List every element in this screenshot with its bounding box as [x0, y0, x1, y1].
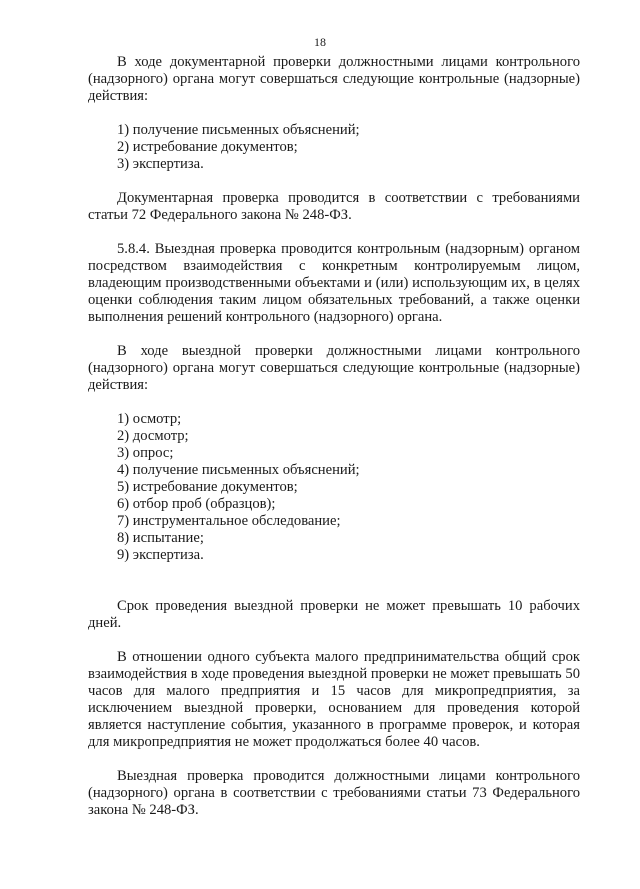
paragraph-spacer: [88, 173, 580, 190]
list-item: 6) отбор проб (образцов);: [117, 496, 276, 512]
paragraph-spacer: [88, 564, 580, 581]
paragraph: В ходе документарной проверки должностными лицами контрольного (надзорного) органа могут совершаться следующие контрольные (надзорные) действия:: [88, 54, 580, 104]
document-body: [88, 54, 580, 819]
list-item: 1) получение письменных объяснений;: [117, 122, 360, 138]
page-number: 18: [314, 35, 326, 49]
list-item: 9) экспертиза.: [117, 547, 204, 563]
list-item: 7) инструментальное обследование;: [117, 513, 341, 529]
list-item: 2) истребование документов;: [117, 139, 298, 155]
paragraph: В отношении одного субъекта малого предпринимательства общий срок взаимодействия в ходе проведения выездной проверки не может превышать 50 часов для малого предприятия и 15 часов для микропредприятия, за исключением выездной проверки, основанием для проведения которой является наступление события, указанного в программе проверок, и которая для микропредприятия не может продолжаться более 40 часов.: [88, 649, 580, 750]
paragraph: Документарная проверка проводится в соответствии с требованиями статьи 72 Федерального закона № 248-ФЗ.: [88, 190, 580, 223]
paragraph: Выездная проверка проводится должностными лицами контрольного (надзорного) органа в соответствии с требованиями статьи 73 Федерального закона № 248-ФЗ.: [88, 768, 580, 818]
list-item: 8) испытание;: [117, 530, 204, 546]
paragraph: Срок проведения выездной проверки не может превышать 10 рабочих дней.: [88, 598, 580, 631]
paragraph-spacer: [88, 632, 580, 649]
paragraph-spacer: [88, 224, 580, 241]
list-item: 2) досмотр;: [117, 428, 189, 444]
list-item: 1) осмотр;: [117, 411, 182, 427]
paragraph-spacer: [88, 394, 580, 411]
paragraph: В ходе выездной проверки должностными лицами контрольного (надзорного) органа могут совершаться следующие контрольные (надзорные) действия:: [88, 343, 580, 393]
paragraph-spacer: [88, 326, 580, 343]
paragraph: 5.8.4. Выездная проверка проводится контрольным (надзорным) органом посредством взаимодействия с конкретным контролируемым лицом, владеющим производственными объектами и (или) использующим их, в целях оценки соблюдения таким лицом обязательных требований, а также оценки выполнения решений контрольного (надзорного) органа.: [88, 241, 580, 325]
list-item: 4) получение письменных объяснений;: [117, 462, 360, 478]
list-item: 3) экспертиза.: [117, 156, 204, 172]
paragraph-spacer: [88, 105, 580, 122]
list-item: 5) истребование документов;: [117, 479, 298, 495]
paragraph-spacer: [88, 581, 580, 598]
paragraph-spacer: [88, 751, 580, 768]
list-item: 3) опрос;: [117, 445, 174, 461]
